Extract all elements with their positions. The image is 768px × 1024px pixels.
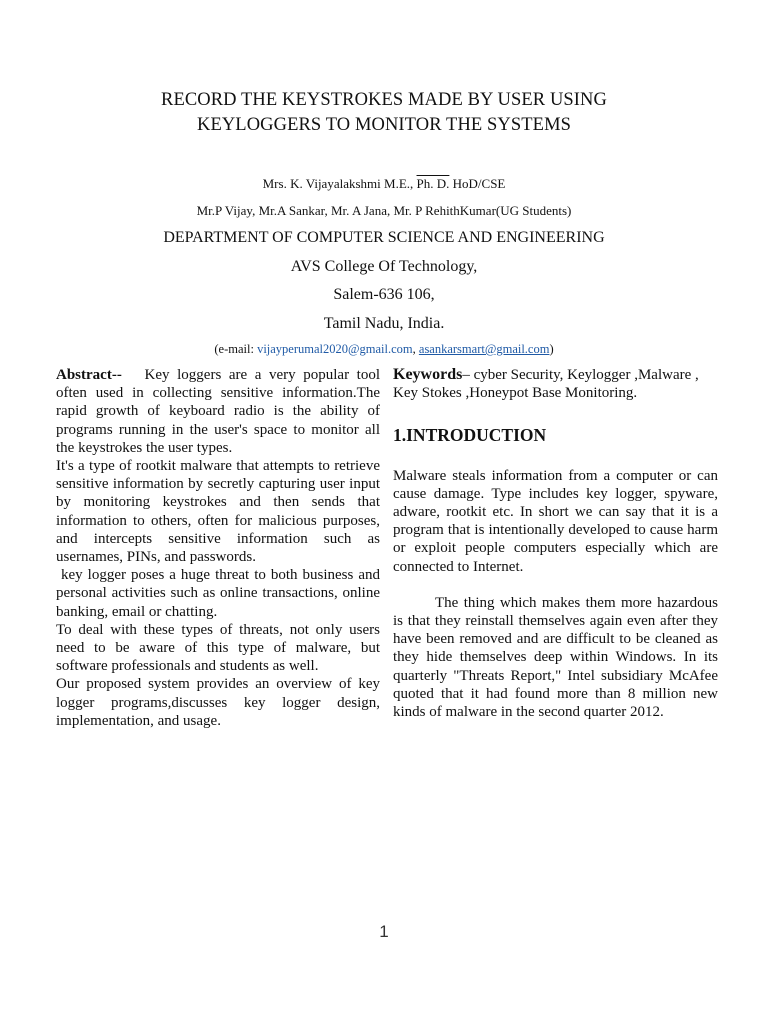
introduction-heading: 1.INTRODUCTION bbox=[393, 425, 547, 446]
email-line bbox=[0, 342, 768, 357]
introduction-paragraph-1: Malware steals information from a computer or can cause damage. Type includes key logger, spyware, adware, rootkit etc. In short we can say that it is a program that is intentionally developed to cause harm or exploit people computers especially which are connected to Internet. bbox=[393, 467, 718, 575]
paper-title bbox=[0, 88, 768, 138]
abstract-paragraph-2: It's a type of rootkit malware that attempts to retrieve sensitive information by secretly capturing user input by monitoring keystrokes and then sends that information to others, often for malicious purposes, and intercepts sensitive information such as usernames, PINs, and passwords. bbox=[56, 458, 380, 566]
keywords-text: – cyber Security, Keylogger ,Malware , Key Stokes ,Honeypot Base Monitoring. bbox=[393, 367, 699, 402]
author-faculty: Mrs. K. Vijayalakshmi M.E., bbox=[262, 176, 417, 191]
email-suffix: ) bbox=[549, 342, 554, 356]
author-role: HoD/CSE bbox=[449, 176, 506, 191]
email-prefix: (e-mail: bbox=[214, 342, 258, 356]
right-column bbox=[393, 366, 718, 721]
keywords bbox=[393, 366, 718, 402]
abstract-paragraph-1 bbox=[56, 366, 384, 457]
abstract-label: Abstract-- bbox=[56, 367, 122, 383]
author-line-1 bbox=[0, 176, 768, 192]
keywords-label: Keywords bbox=[393, 366, 463, 383]
email-separator: , bbox=[412, 342, 419, 356]
department: DEPARTMENT OF COMPUTER SCIENCE AND ENGINEERING bbox=[163, 229, 605, 246]
author-line-2: Mr.P Vijay, Mr.A Sankar, Mr. A Jana, Mr. P RehithKumar(UG Students) bbox=[196, 203, 572, 218]
abstract-column bbox=[56, 366, 384, 730]
abstract-text-1: Key loggers are a very popular tool often used in collecting sensitive information.The rapid growth of keyboard radio is the ability of programs running in the user's space to monitor all the keystrokes the user types. bbox=[56, 367, 384, 456]
city: Salem-636 106, bbox=[333, 286, 435, 303]
abstract-paragraph-3: key logger poses a huge threat to both business and personal activities such as online transactions, online banking, email or chatting. bbox=[56, 567, 384, 620]
abstract-paragraph-5: Our proposed system provides an overview of key logger programs,discusses key logger design, implementation, and usage. bbox=[56, 676, 380, 729]
paper-title-line2: KEYLOGGERS TO MONITOR THE SYSTEMS bbox=[196, 115, 572, 135]
author-degree: Ph. D. bbox=[416, 176, 450, 191]
college: AVS College Of Technology, bbox=[290, 258, 478, 275]
page-number: 1 bbox=[379, 922, 389, 941]
email-link-2[interactable]: asankarsmart@gmail.com bbox=[418, 342, 550, 356]
paper-title-line1: RECORD THE KEYSTROKES MADE BY USER USING bbox=[161, 90, 607, 110]
state: Tamil Nadu, India. bbox=[323, 315, 445, 332]
email-link-1[interactable]: vijayperumal2020@gmail.com bbox=[257, 342, 413, 356]
abstract-paragraph-4: To deal with these types of threats, not only users need to be aware of this type of malware, but software professionals and students as well. bbox=[56, 621, 380, 675]
introduction-paragraph-2: The thing which makes them more hazardous is that they reinstall themselves again even after they have been removed and are difficult to be cleaned as they hide themselves deep within Windows. In its quarterly "Threats Report," Intel subsidiary McAfee quoted that it had found more than 8 million new kinds of malware in the second quarter 2012. bbox=[393, 594, 718, 721]
